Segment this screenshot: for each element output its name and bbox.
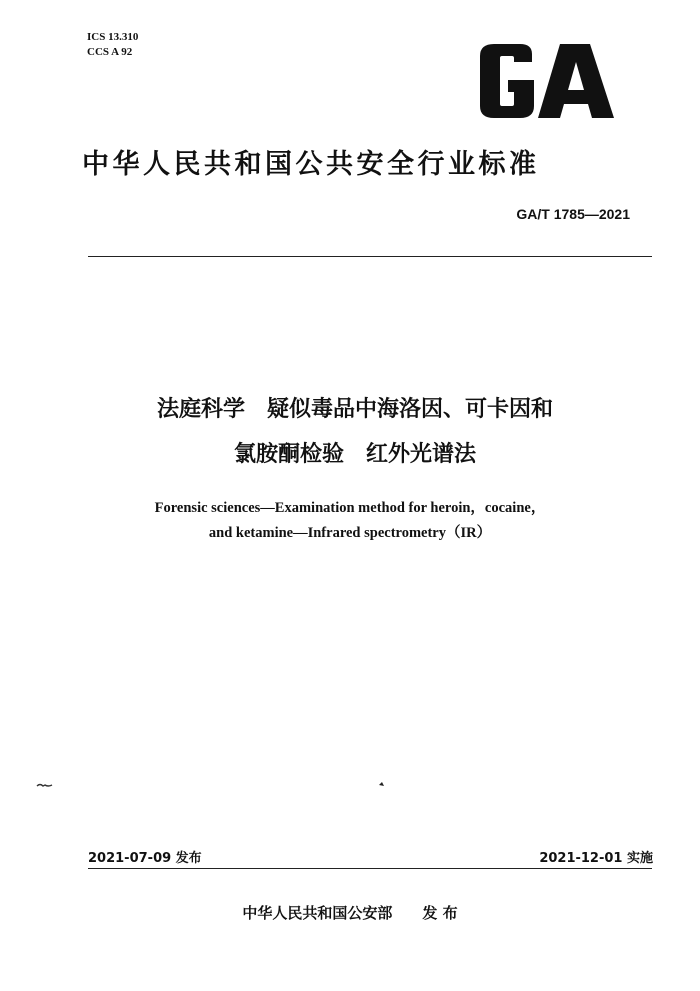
ccs-code: CCS A 92 (87, 46, 133, 58)
english-title-line-1: Forensic sciences—Examination method for heroin，cocaine， (154, 500, 546, 516)
chinese-title (0, 387, 700, 477)
scan-speck (36, 780, 54, 790)
implementation-date: 2021-12-01 实施 (539, 851, 653, 866)
issue-date: 2021-07-09 发布 (88, 851, 202, 866)
header-divider (88, 256, 652, 257)
ga-logo (478, 42, 616, 120)
publisher-name: 中华人民共和国公安部 (242, 904, 393, 922)
chinese-title-line-1: 法庭科学 疑似毒品中海洛因、可卡因和 (156, 397, 553, 422)
classification-codes (87, 30, 138, 60)
publisher-line (0, 902, 700, 923)
footer-divider (88, 868, 652, 869)
standard-category-title: 中华人民共和国公共安全行业标准 (82, 149, 540, 180)
scan-speck (378, 780, 386, 788)
standard-number: GA/T 1785—2021 (516, 206, 630, 222)
ics-code: ICS 13.310 (87, 31, 139, 43)
english-title (0, 496, 700, 546)
english-title-line-2: and ketamine—Infrared spectrometry（IR） (208, 525, 492, 541)
publisher-action: 发 布 (422, 904, 458, 922)
chinese-title-line-2: 氯胺酮检验 红外光谱法 (233, 442, 476, 467)
